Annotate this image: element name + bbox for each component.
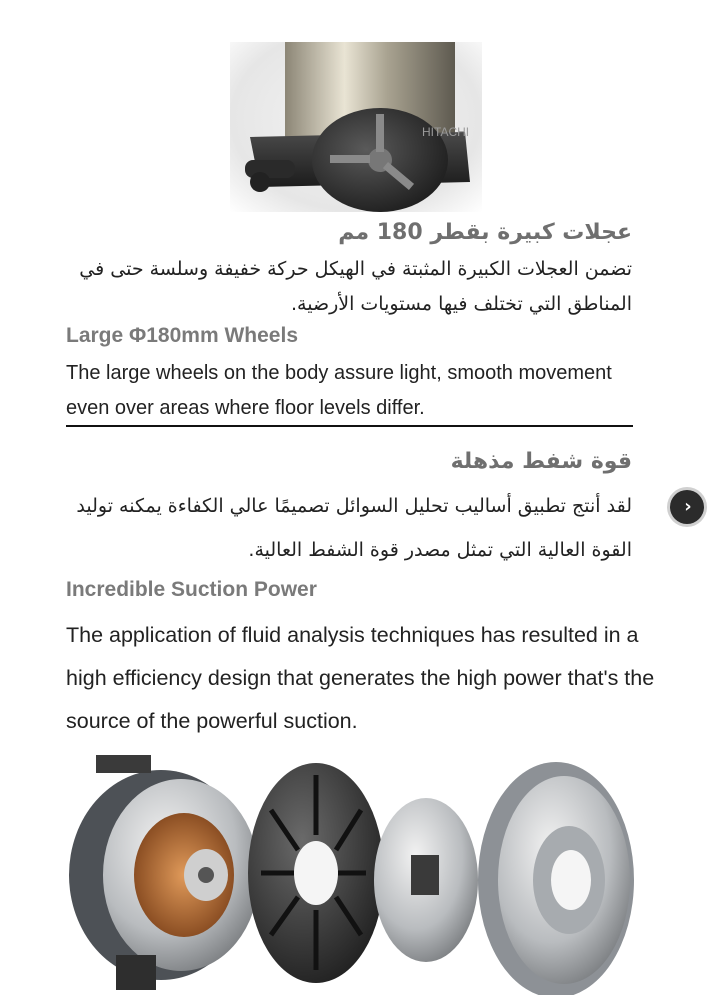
section2-english-body: The application of fluid analysis techniques has resulted in a high efficiency design that generates the high power that's the source of the powerful suction.: [66, 623, 655, 733]
motor-components-image: [66, 755, 636, 995]
wheel-illustration: [230, 42, 482, 212]
wheel-brand-label: HITACHI: [422, 125, 470, 139]
section2-arabic-title: قوة شفط مذهلة: [450, 449, 632, 474]
section2-arabic-body: لقد أنتج تطبيق أساليب تحليل السوائل تصميمًا عالي الكفاءة يمكنه توليد القوة العالية التي تمثل مصدر قوة الشفط العالية.: [76, 495, 632, 561]
section1-arabic-title: عجلات كبيرة بقطر 180 مم: [338, 220, 632, 245]
section1-english-body: The large wheels on the body assure light, smooth movement even over areas where floor levels differ.: [66, 362, 612, 419]
chevron-right-icon: ›: [684, 496, 692, 517]
wheel-product-image: [230, 42, 482, 212]
section2-english-title: Incredible Suction Power: [66, 578, 317, 601]
next-page-button[interactable]: [670, 490, 704, 524]
section1-arabic-body: تضمن العجلات الكبيرة المثبتة في الهيكل حركة خفيفة وسلسة حتى في المناطق التي تختلف فيها مستويات الأرضية.: [79, 258, 632, 315]
motor-illustration: [66, 755, 636, 995]
section-divider: [66, 425, 633, 427]
section1-english-title: Large Φ180mm Wheels: [66, 324, 298, 347]
